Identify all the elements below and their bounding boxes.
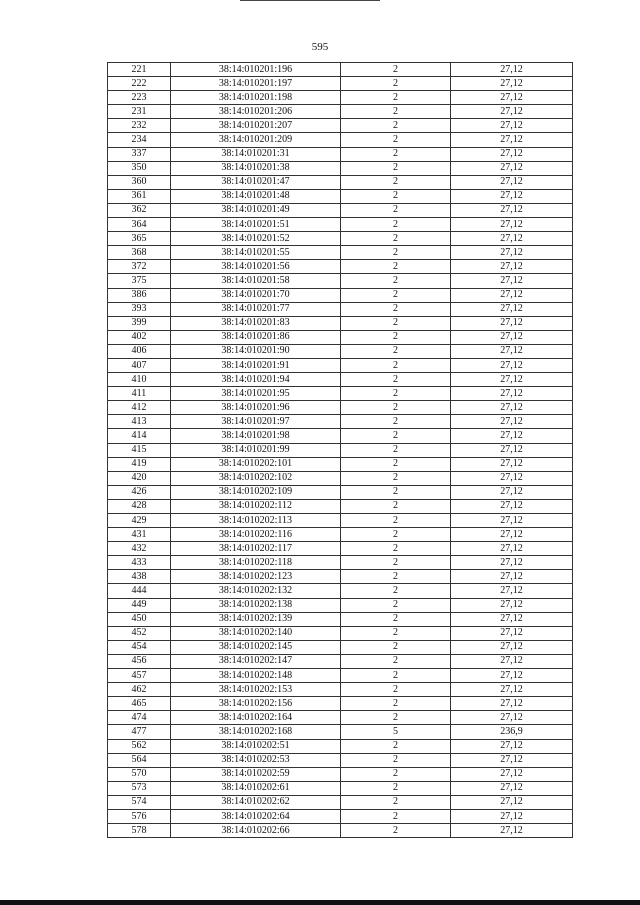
count-cell: 5 <box>341 725 451 739</box>
cadastral-number-cell: 38:14:010201:83 <box>171 316 341 330</box>
cadastral-number-cell: 38:14:010202:118 <box>171 556 341 570</box>
table-row <box>108 499 573 513</box>
table-row <box>108 612 573 626</box>
count-cell: 2 <box>341 542 451 556</box>
table-row <box>108 147 573 161</box>
cadastral-number-cell: 38:14:010202:116 <box>171 528 341 542</box>
cadastral-number-cell: 38:14:010202:168 <box>171 725 341 739</box>
count-cell: 2 <box>341 556 451 570</box>
row-number-cell: 450 <box>108 612 171 626</box>
value-cell: 236,9 <box>451 725 573 739</box>
table-row <box>108 570 573 584</box>
count-cell: 2 <box>341 612 451 626</box>
count-cell: 2 <box>341 739 451 753</box>
value-cell: 27,12 <box>451 809 573 823</box>
value-cell: 27,12 <box>451 669 573 683</box>
cadastral-number-cell: 38:14:010201:95 <box>171 387 341 401</box>
cadastral-number-cell: 38:14:010201:206 <box>171 105 341 119</box>
count-cell: 2 <box>341 246 451 260</box>
cadastral-number-cell: 38:14:010202:53 <box>171 753 341 767</box>
value-cell: 27,12 <box>451 570 573 584</box>
table-row <box>108 739 573 753</box>
row-number-cell: 444 <box>108 584 171 598</box>
value-cell: 27,12 <box>451 316 573 330</box>
cadastral-number-cell: 38:14:010201:58 <box>171 274 341 288</box>
table-row <box>108 809 573 823</box>
table-row <box>108 330 573 344</box>
count-cell: 2 <box>341 767 451 781</box>
value-cell: 27,12 <box>451 485 573 499</box>
table-row <box>108 63 573 77</box>
count-cell: 2 <box>341 626 451 640</box>
row-number-cell: 419 <box>108 457 171 471</box>
cadastral-number-cell: 38:14:010202:148 <box>171 669 341 683</box>
count-cell: 2 <box>341 373 451 387</box>
cadastral-number-cell: 38:14:010201:70 <box>171 288 341 302</box>
row-number-cell: 368 <box>108 246 171 260</box>
cadastral-number-cell: 38:14:010201:52 <box>171 232 341 246</box>
value-cell: 27,12 <box>451 119 573 133</box>
cadastral-number-cell: 38:14:010202:140 <box>171 626 341 640</box>
value-cell: 27,12 <box>451 330 573 344</box>
count-cell: 2 <box>341 753 451 767</box>
table-row <box>108 542 573 556</box>
value-cell: 27,12 <box>451 542 573 556</box>
table-row <box>108 133 573 147</box>
value-cell: 27,12 <box>451 824 573 838</box>
table-row <box>108 824 573 838</box>
value-cell: 27,12 <box>451 528 573 542</box>
registry-table-body <box>108 63 573 838</box>
row-number-cell: 452 <box>108 626 171 640</box>
count-cell: 2 <box>341 302 451 316</box>
count-cell: 2 <box>341 189 451 203</box>
cadastral-number-cell: 38:14:010201:196 <box>171 63 341 77</box>
cadastral-number-cell: 38:14:010202:164 <box>171 711 341 725</box>
value-cell: 27,12 <box>451 232 573 246</box>
row-number-cell: 431 <box>108 528 171 542</box>
row-number-cell: 365 <box>108 232 171 246</box>
count-cell: 2 <box>341 133 451 147</box>
value-cell: 27,12 <box>451 288 573 302</box>
cadastral-number-cell: 38:14:010201:197 <box>171 77 341 91</box>
table-row <box>108 429 573 443</box>
value-cell: 27,12 <box>451 781 573 795</box>
count-cell: 2 <box>341 119 451 133</box>
row-number-cell: 564 <box>108 753 171 767</box>
cadastral-number-cell: 38:14:010201:97 <box>171 415 341 429</box>
count-cell: 2 <box>341 344 451 358</box>
table-row <box>108 669 573 683</box>
cadastral-number-cell: 38:14:010201:207 <box>171 119 341 133</box>
value-cell: 27,12 <box>451 358 573 372</box>
value-cell: 27,12 <box>451 161 573 175</box>
cadastral-number-cell: 38:14:010201:77 <box>171 302 341 316</box>
count-cell: 2 <box>341 175 451 189</box>
count-cell: 2 <box>341 795 451 809</box>
table-row <box>108 457 573 471</box>
value-cell: 27,12 <box>451 63 573 77</box>
row-number-cell: 578 <box>108 824 171 838</box>
count-cell: 2 <box>341 711 451 725</box>
value-cell: 27,12 <box>451 584 573 598</box>
table-row <box>108 795 573 809</box>
count-cell: 2 <box>341 598 451 612</box>
value-cell: 27,12 <box>451 767 573 781</box>
table-row <box>108 471 573 485</box>
table-row <box>108 77 573 91</box>
row-number-cell: 570 <box>108 767 171 781</box>
table-row <box>108 232 573 246</box>
cadastral-number-cell: 38:14:010202:101 <box>171 457 341 471</box>
value-cell: 27,12 <box>451 302 573 316</box>
table-row <box>108 626 573 640</box>
row-number-cell: 406 <box>108 344 171 358</box>
table-row <box>108 514 573 528</box>
value-cell: 27,12 <box>451 753 573 767</box>
cadastral-number-cell: 38:14:010202:117 <box>171 542 341 556</box>
cadastral-number-cell: 38:14:010201:49 <box>171 203 341 217</box>
cadastral-number-cell: 38:14:010202:153 <box>171 683 341 697</box>
count-cell: 2 <box>341 401 451 415</box>
cadastral-number-cell: 38:14:010201:47 <box>171 175 341 189</box>
value-cell: 27,12 <box>451 133 573 147</box>
count-cell: 2 <box>341 824 451 838</box>
cadastral-number-cell: 38:14:010202:123 <box>171 570 341 584</box>
cadastral-number-cell: 38:14:010202:112 <box>171 499 341 513</box>
value-cell: 27,12 <box>451 344 573 358</box>
table-row <box>108 218 573 232</box>
count-cell: 2 <box>341 218 451 232</box>
value-cell: 27,12 <box>451 218 573 232</box>
count-cell: 2 <box>341 781 451 795</box>
row-number-cell: 223 <box>108 91 171 105</box>
row-number-cell: 364 <box>108 218 171 232</box>
row-number-cell: 372 <box>108 260 171 274</box>
count-cell: 2 <box>341 91 451 105</box>
table-row <box>108 781 573 795</box>
row-number-cell: 221 <box>108 63 171 77</box>
value-cell: 27,12 <box>451 260 573 274</box>
row-number-cell: 426 <box>108 485 171 499</box>
value-cell: 27,12 <box>451 189 573 203</box>
cadastral-number-cell: 38:14:010201:98 <box>171 429 341 443</box>
cadastral-number-cell: 38:14:010202:66 <box>171 824 341 838</box>
row-number-cell: 234 <box>108 133 171 147</box>
cadastral-number-cell: 38:14:010201:38 <box>171 161 341 175</box>
cadastral-number-cell: 38:14:010201:48 <box>171 189 341 203</box>
value-cell: 27,12 <box>451 514 573 528</box>
cadastral-number-cell: 38:14:010202:156 <box>171 697 341 711</box>
count-cell: 2 <box>341 63 451 77</box>
row-number-cell: 413 <box>108 415 171 429</box>
cadastral-number-cell: 38:14:010202:109 <box>171 485 341 499</box>
cadastral-number-cell: 38:14:010201:94 <box>171 373 341 387</box>
row-number-cell: 414 <box>108 429 171 443</box>
cadastral-number-cell: 38:14:010202:145 <box>171 640 341 654</box>
cadastral-number-cell: 38:14:010202:64 <box>171 809 341 823</box>
row-number-cell: 428 <box>108 499 171 513</box>
cadastral-number-cell: 38:14:010201:51 <box>171 218 341 232</box>
value-cell: 27,12 <box>451 711 573 725</box>
top-rule <box>240 0 380 1</box>
row-number-cell: 399 <box>108 316 171 330</box>
table-row <box>108 387 573 401</box>
cadastral-number-cell: 38:14:010201:55 <box>171 246 341 260</box>
value-cell: 27,12 <box>451 175 573 189</box>
cadastral-number-cell: 38:14:010202:102 <box>171 471 341 485</box>
count-cell: 2 <box>341 654 451 668</box>
table-row <box>108 344 573 358</box>
table-row <box>108 288 573 302</box>
count-cell: 2 <box>341 640 451 654</box>
value-cell: 27,12 <box>451 401 573 415</box>
count-cell: 2 <box>341 288 451 302</box>
cadastral-number-cell: 38:14:010202:147 <box>171 654 341 668</box>
count-cell: 2 <box>341 358 451 372</box>
value-cell: 27,12 <box>451 640 573 654</box>
row-number-cell: 232 <box>108 119 171 133</box>
row-number-cell: 454 <box>108 640 171 654</box>
cadastral-number-cell: 38:14:010201:96 <box>171 401 341 415</box>
row-number-cell: 465 <box>108 697 171 711</box>
count-cell: 2 <box>341 429 451 443</box>
value-cell: 27,12 <box>451 429 573 443</box>
count-cell: 2 <box>341 415 451 429</box>
cadastral-number-cell: 38:14:010201:31 <box>171 147 341 161</box>
row-number-cell: 474 <box>108 711 171 725</box>
table-row <box>108 556 573 570</box>
row-number-cell: 222 <box>108 77 171 91</box>
cadastral-number-cell: 38:14:010201:198 <box>171 91 341 105</box>
row-number-cell: 360 <box>108 175 171 189</box>
value-cell: 27,12 <box>451 683 573 697</box>
value-cell: 27,12 <box>451 612 573 626</box>
row-number-cell: 337 <box>108 147 171 161</box>
table-row <box>108 584 573 598</box>
cadastral-number-cell: 38:14:010201:99 <box>171 443 341 457</box>
table-row <box>108 274 573 288</box>
value-cell: 27,12 <box>451 598 573 612</box>
cadastral-number-cell: 38:14:010202:61 <box>171 781 341 795</box>
value-cell: 27,12 <box>451 697 573 711</box>
value-cell: 27,12 <box>451 457 573 471</box>
table-row <box>108 105 573 119</box>
table-row <box>108 443 573 457</box>
row-number-cell: 402 <box>108 330 171 344</box>
value-cell: 27,12 <box>451 105 573 119</box>
value-cell: 27,12 <box>451 626 573 640</box>
value-cell: 27,12 <box>451 471 573 485</box>
table-row <box>108 302 573 316</box>
value-cell: 27,12 <box>451 203 573 217</box>
value-cell: 27,12 <box>451 246 573 260</box>
table-row <box>108 415 573 429</box>
cadastral-number-cell: 38:14:010201:86 <box>171 330 341 344</box>
row-number-cell: 433 <box>108 556 171 570</box>
cadastral-number-cell: 38:14:010201:91 <box>171 358 341 372</box>
value-cell: 27,12 <box>451 556 573 570</box>
row-number-cell: 449 <box>108 598 171 612</box>
table-row <box>108 119 573 133</box>
count-cell: 2 <box>341 528 451 542</box>
row-number-cell: 432 <box>108 542 171 556</box>
table-row <box>108 683 573 697</box>
count-cell: 2 <box>341 161 451 175</box>
count-cell: 2 <box>341 105 451 119</box>
table-row <box>108 373 573 387</box>
row-number-cell: 456 <box>108 654 171 668</box>
registry-table <box>107 62 573 838</box>
row-number-cell: 407 <box>108 358 171 372</box>
count-cell: 2 <box>341 485 451 499</box>
cadastral-number-cell: 38:14:010201:209 <box>171 133 341 147</box>
row-number-cell: 562 <box>108 739 171 753</box>
count-cell: 2 <box>341 260 451 274</box>
value-cell: 27,12 <box>451 274 573 288</box>
cadastral-number-cell: 38:14:010202:139 <box>171 612 341 626</box>
row-number-cell: 420 <box>108 471 171 485</box>
row-number-cell: 462 <box>108 683 171 697</box>
value-cell: 27,12 <box>451 654 573 668</box>
count-cell: 2 <box>341 203 451 217</box>
table-row <box>108 401 573 415</box>
row-number-cell: 415 <box>108 443 171 457</box>
row-number-cell: 361 <box>108 189 171 203</box>
count-cell: 2 <box>341 387 451 401</box>
table-row <box>108 725 573 739</box>
row-number-cell: 362 <box>108 203 171 217</box>
value-cell: 27,12 <box>451 91 573 105</box>
count-cell: 2 <box>341 471 451 485</box>
count-cell: 2 <box>341 697 451 711</box>
value-cell: 27,12 <box>451 147 573 161</box>
table-row <box>108 640 573 654</box>
count-cell: 2 <box>341 77 451 91</box>
table-row <box>108 697 573 711</box>
row-number-cell: 411 <box>108 387 171 401</box>
table-row <box>108 485 573 499</box>
row-number-cell: 231 <box>108 105 171 119</box>
value-cell: 27,12 <box>451 443 573 457</box>
count-cell: 2 <box>341 457 451 471</box>
count-cell: 2 <box>341 316 451 330</box>
table-row <box>108 654 573 668</box>
table-row <box>108 203 573 217</box>
row-number-cell: 438 <box>108 570 171 584</box>
count-cell: 2 <box>341 330 451 344</box>
value-cell: 27,12 <box>451 795 573 809</box>
row-number-cell: 574 <box>108 795 171 809</box>
page-number: 595 <box>311 41 329 53</box>
table-row <box>108 767 573 781</box>
table-row <box>108 91 573 105</box>
cadastral-number-cell: 38:14:010201:56 <box>171 260 341 274</box>
cadastral-number-cell: 38:14:010202:62 <box>171 795 341 809</box>
value-cell: 27,12 <box>451 373 573 387</box>
cadastral-number-cell: 38:14:010202:138 <box>171 598 341 612</box>
cadastral-number-cell: 38:14:010202:51 <box>171 739 341 753</box>
table-row <box>108 711 573 725</box>
value-cell: 27,12 <box>451 415 573 429</box>
row-number-cell: 393 <box>108 302 171 316</box>
cadastral-number-cell: 38:14:010202:59 <box>171 767 341 781</box>
count-cell: 2 <box>341 499 451 513</box>
count-cell: 2 <box>341 232 451 246</box>
cadastral-number-cell: 38:14:010201:90 <box>171 344 341 358</box>
value-cell: 27,12 <box>451 499 573 513</box>
table-row <box>108 316 573 330</box>
count-cell: 2 <box>341 669 451 683</box>
row-number-cell: 375 <box>108 274 171 288</box>
row-number-cell: 429 <box>108 514 171 528</box>
count-cell: 2 <box>341 514 451 528</box>
row-number-cell: 573 <box>108 781 171 795</box>
table-row <box>108 598 573 612</box>
value-cell: 27,12 <box>451 77 573 91</box>
table-row <box>108 753 573 767</box>
table-row <box>108 161 573 175</box>
row-number-cell: 576 <box>108 809 171 823</box>
row-number-cell: 386 <box>108 288 171 302</box>
count-cell: 2 <box>341 584 451 598</box>
count-cell: 2 <box>341 683 451 697</box>
count-cell: 2 <box>341 274 451 288</box>
value-cell: 27,12 <box>451 387 573 401</box>
row-number-cell: 350 <box>108 161 171 175</box>
row-number-cell: 477 <box>108 725 171 739</box>
count-cell: 2 <box>341 809 451 823</box>
table-row <box>108 189 573 203</box>
count-cell: 2 <box>341 570 451 584</box>
table-row <box>108 246 573 260</box>
table-row <box>108 528 573 542</box>
scan-bottom-edge <box>0 900 640 905</box>
table-row <box>108 175 573 189</box>
cadastral-number-cell: 38:14:010202:113 <box>171 514 341 528</box>
value-cell: 27,12 <box>451 739 573 753</box>
row-number-cell: 410 <box>108 373 171 387</box>
row-number-cell: 412 <box>108 401 171 415</box>
row-number-cell: 457 <box>108 669 171 683</box>
count-cell: 2 <box>341 147 451 161</box>
count-cell: 2 <box>341 443 451 457</box>
cadastral-number-cell: 38:14:010202:132 <box>171 584 341 598</box>
table-row <box>108 260 573 274</box>
table-row <box>108 358 573 372</box>
